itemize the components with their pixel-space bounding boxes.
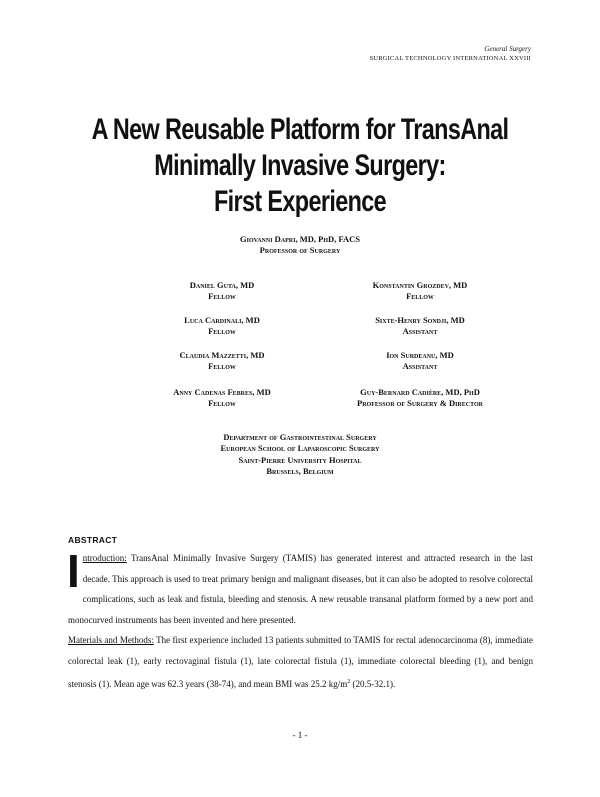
affiliation-line: European School of Laparoscopic Surgery	[220, 443, 380, 454]
author-role: Assistant	[402, 361, 438, 371]
methods-text: The first experience included 13 patients submitted to TAMIS for rectal adenocarcinoma (8), immediate colorectal leak (1), early rectovaginal fistula (1), late colorectal fistula (1), immediate colorectal bleeding (1), and benign stenosis (1). Mean age was 62.3 years (38-74), and mean BMI was 25.2 kg/m	[68, 635, 534, 689]
paper-title	[66, 112, 534, 220]
drop-cap: I	[67, 545, 80, 597]
author-block	[300, 280, 540, 302]
author-name: Sixte-Henry Sondji, MD	[375, 315, 465, 325]
abstract-heading: ABSTRACT	[68, 535, 118, 545]
affiliation-line: Brussels, Belgium	[266, 465, 334, 476]
intro-label: ntroduction:	[82, 553, 127, 563]
abstract-body	[67, 545, 534, 694]
methods-label: Materials and Methods:	[68, 635, 154, 646]
author-name: Daniel Guta, MD	[189, 280, 255, 290]
title-line-2: Minimally Invasive Surgery:	[154, 149, 446, 182]
author-block	[300, 315, 540, 337]
author-name: Luca Cardinali, MD	[184, 315, 260, 325]
main-author	[0, 234, 600, 256]
author-role: Assistant	[402, 326, 438, 336]
author-name: Guy-Bernard Cadière, MD, PhD	[360, 387, 480, 397]
header-section: General Surgery	[484, 45, 531, 53]
title-line-3: First Experience	[213, 185, 387, 218]
title-line-1: A New Reusable Platform for TransAnal	[91, 113, 509, 146]
intro-text: TransAnal Minimally Invasive Surgery (TAMIS) has generated interest and attracted research in the last decade. This approach is used to treat primary benign and malignant diseases, but it can also be adopted to resolve colorectal complications, such as leak and fistula, bleeding and stenosis. A new reusable transanal platform formed by a new port and monocurved instruments has been invented and here presented.	[68, 553, 533, 625]
methods-superscript: 2	[347, 678, 351, 685]
author-name: Anny Cadenas Febres, MD	[173, 387, 271, 397]
author-role: Fellow	[208, 291, 236, 301]
author-block	[300, 387, 540, 409]
author-role: Professor of Surgery & Director	[357, 398, 483, 408]
author-role: Fellow	[208, 326, 236, 336]
author-name: Claudia Mazzetti, MD	[179, 350, 265, 360]
affiliation-line: Department of Gastrointestinal Surgery	[223, 432, 377, 442]
main-author-name: Giovanni Dapri, MD, PhD, FACS	[240, 234, 360, 244]
main-author-role: Professor of Surgery	[259, 245, 341, 255]
affiliation	[0, 432, 600, 477]
page-number: - 1 -	[292, 730, 308, 740]
author-role: Fellow	[208, 398, 236, 408]
author-name: Konstantin Grozdev, MD	[372, 280, 468, 290]
methods-end: (20.5-32.1).	[350, 678, 396, 689]
author-role: Fellow	[208, 361, 236, 371]
header-journal: SURGICAL TECHNOLOGY INTERNATIONAL XXVIII	[369, 55, 531, 62]
author-role: Fellow	[406, 291, 434, 301]
author-block	[300, 350, 540, 372]
running-header	[369, 45, 531, 64]
affiliation-line: Saint-Pierre University Hospital	[238, 454, 362, 465]
author-name: Ion Surdeanu, MD	[386, 350, 454, 360]
